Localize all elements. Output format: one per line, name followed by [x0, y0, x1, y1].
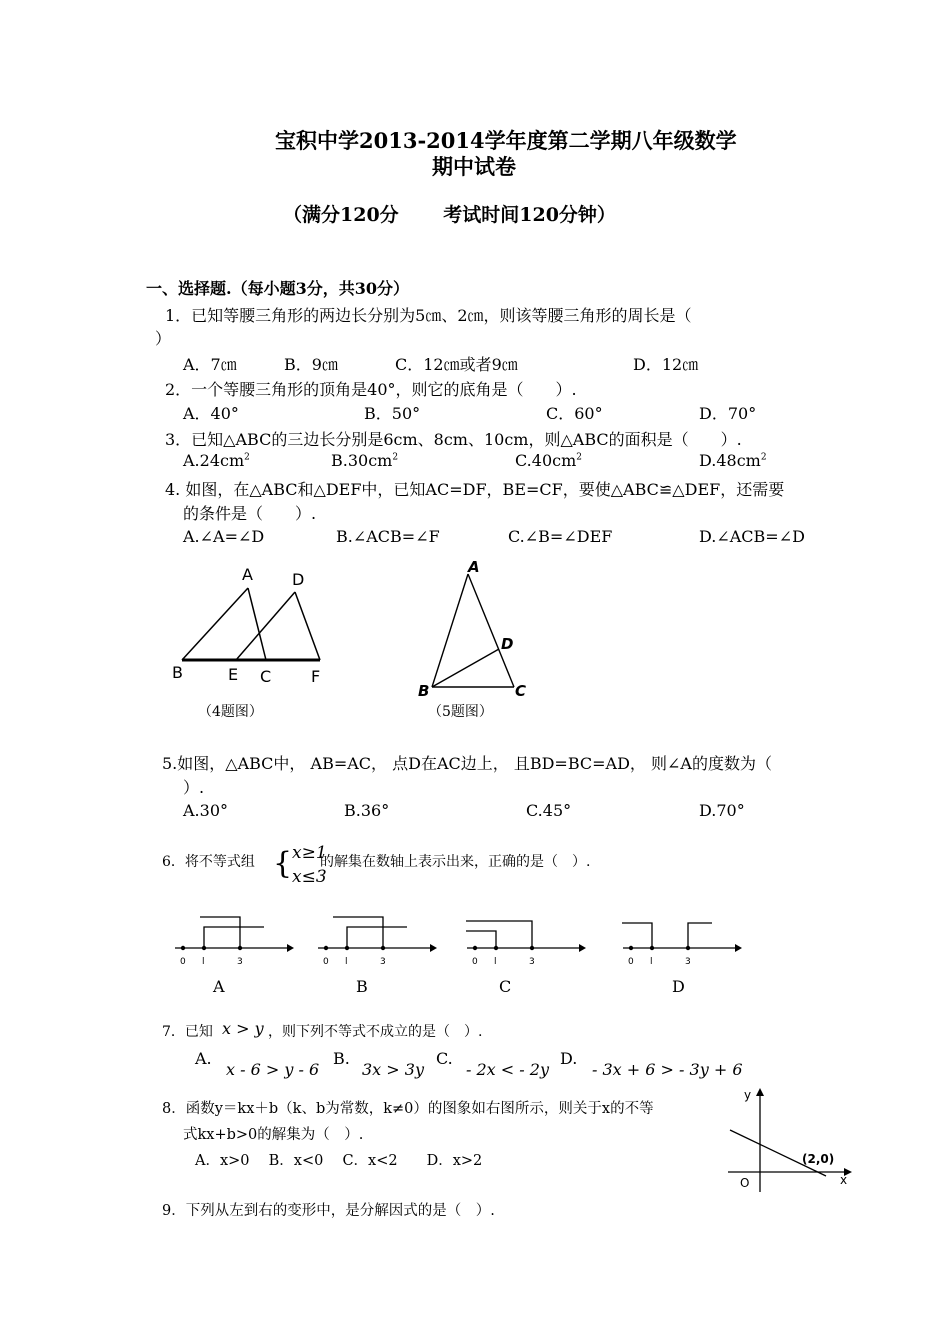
q9-stem: 9．下列从左到右的变形中，是分解因式的是（ ）.: [162, 1203, 495, 1219]
q8-graph-y-label: y: [744, 1088, 752, 1102]
q7-option-a: x - 6 > y - 6: [226, 1060, 320, 1079]
q5-option-b: B.36°: [344, 801, 390, 820]
svg-text:l: l: [650, 957, 653, 967]
fig5-caption: （5题图）: [428, 704, 493, 720]
q2-stem: 2．一个等腰三角形的顶角是40°，则它的底角是（ ）.: [165, 380, 577, 399]
q6-number-line-b: [313, 905, 441, 975]
q3-stem: 3．已知△ABC的三边长分别是6cm、8cm、10cm，则△ABC的面积是（ ）.: [165, 430, 742, 449]
q1-option-a: A．7㎝: [183, 355, 237, 374]
q8-options: A．x>0 B．x<0 C．x<2 D．x>2: [195, 1153, 483, 1169]
q5-option-d: D.70°: [699, 801, 745, 820]
exam-meta: （满分120分 考试时间120分钟）: [283, 204, 616, 226]
q4-stem: 4. 如图，在△ABC和△DEF中，已知AC=DF，BE=CF，要使△ABC≌△DEF，还需要: [165, 480, 785, 499]
q7-stem-pre: 7．已知: [162, 1024, 213, 1040]
svg-text:l: l: [202, 957, 205, 967]
fig5-label-c: C: [515, 682, 527, 700]
q2-option-b: B．50°: [364, 404, 421, 423]
q7-option-d: - 3x + 6 > - 3y + 6: [592, 1060, 743, 1079]
q5-stem-end: ）.: [183, 778, 205, 797]
q7-stem-post: ，则下列不等式不成立的是（ ）.: [268, 1024, 483, 1040]
q5-option-c: C.45°: [526, 801, 572, 820]
q1-option-d: D．12㎝: [633, 355, 699, 374]
q6-number-line-d: [618, 905, 746, 975]
q6-stem-post: 的解集在数轴上表示出来，正确的是（ ）.: [320, 854, 591, 870]
fig5-label-d: D: [501, 635, 514, 653]
fig4-label-e: E: [228, 665, 239, 684]
q8-graph-point-label: (2,0): [802, 1152, 835, 1166]
q1-stem: 1．已知等腰三角形的两边长分别为5㎝、2㎝，则该等腰三角形的周长是（: [165, 306, 692, 325]
q7-option-b-letter: B.: [333, 1049, 350, 1068]
fig4-label-f: F: [311, 667, 321, 686]
figure-5-triangle: [412, 556, 542, 701]
q3-option-d: $D.48cm^2$: [699, 451, 767, 470]
q6-label-c: C: [499, 977, 512, 996]
q6-brace: {: [273, 846, 293, 881]
q4-option-c: C.∠B=∠DEF: [508, 527, 613, 546]
exam-title: 宝积中学2013-2014学年度第二学期八年级数学: [275, 128, 737, 153]
q2-option-a: A．40°: [183, 404, 239, 423]
svg-text:0: 0: [180, 957, 186, 967]
q5-stem: 5.如图，△ABC中， AB=AC， 点D在AC边上， 且BD=BC=AD， 则∠A的度数为（: [162, 754, 772, 773]
exam-subtitle: 期中试卷: [432, 154, 516, 179]
svg-text:0: 0: [472, 957, 478, 967]
q8-stem-end: 式kx+b>0的解集为（ ）.: [183, 1127, 364, 1143]
svg-text:3: 3: [685, 957, 691, 967]
fig5-label-a: A: [468, 558, 480, 576]
q6-label-b: B: [356, 977, 368, 996]
q2-option-d: D．70°: [699, 404, 757, 423]
svg-text:l: l: [345, 957, 348, 967]
q8-graph-origin-label: O: [740, 1176, 750, 1190]
q1-option-c: C．12㎝或者9㎝: [395, 355, 518, 374]
svg-text:l: l: [494, 957, 497, 967]
q5-option-a: A.30°: [183, 801, 228, 820]
q6-ineq-2: x≤3: [292, 867, 327, 887]
q7-option-c: - 2x < - 2y: [466, 1060, 549, 1079]
q8-stem: 8．函数y＝kx＋b（k、b为常数，k≠0）的图象如右图所示，则关于x的不等: [162, 1101, 654, 1117]
svg-text:3: 3: [529, 957, 535, 967]
q6-label-d: D: [672, 977, 685, 996]
q6-ineq-1: x≥1: [292, 843, 327, 863]
q7-option-b: 3x > 3y: [362, 1060, 424, 1079]
fig4-label-a: A: [242, 565, 253, 584]
q4-option-d: D.∠ACB=∠D: [699, 527, 805, 546]
q7-condition: x > y: [222, 1019, 264, 1038]
q8-graph-x-label: x: [840, 1173, 848, 1187]
fig4-label-d: D: [292, 570, 305, 589]
q6-number-line-a: [170, 905, 298, 975]
fig4-label-b: B: [172, 663, 183, 682]
fig4-caption: （4题图）: [198, 704, 263, 720]
q7-option-c-letter: C.: [436, 1049, 453, 1068]
figure-4-triangles: [168, 560, 338, 692]
q1-stem-end: ）: [155, 329, 172, 348]
svg-text:3: 3: [237, 957, 243, 967]
q6-stem-pre: 6．将不等式组: [162, 854, 255, 870]
q3-option-a: $A.24cm^2$: [183, 451, 250, 470]
fig4-label-c: C: [260, 667, 272, 686]
section-heading: 一、选择题.（每小题3分，共30分）: [146, 279, 409, 298]
svg-text:0: 0: [323, 957, 329, 967]
fig5-label-b: B: [418, 682, 430, 700]
q4-option-a: A.∠A=∠D: [183, 527, 265, 546]
q6-number-line-c: [462, 905, 590, 975]
q3-option-b: $B.30cm^2$: [331, 451, 399, 470]
q2-option-c: C．60°: [546, 404, 603, 423]
q4-stem-end: 的条件是（ ）.: [183, 504, 317, 523]
q7-option-d-letter: D.: [560, 1049, 578, 1068]
q4-option-b: B.∠ACB=∠F: [336, 527, 440, 546]
q6-label-a: A: [213, 977, 225, 996]
q1-option-b: B．9㎝: [284, 355, 338, 374]
q7-option-a-letter: A.: [195, 1049, 212, 1068]
svg-text:3: 3: [380, 957, 386, 967]
svg-text:0: 0: [628, 957, 634, 967]
q3-option-c: $C.40cm^2$: [515, 451, 582, 470]
q8-graph: [722, 1084, 862, 1194]
